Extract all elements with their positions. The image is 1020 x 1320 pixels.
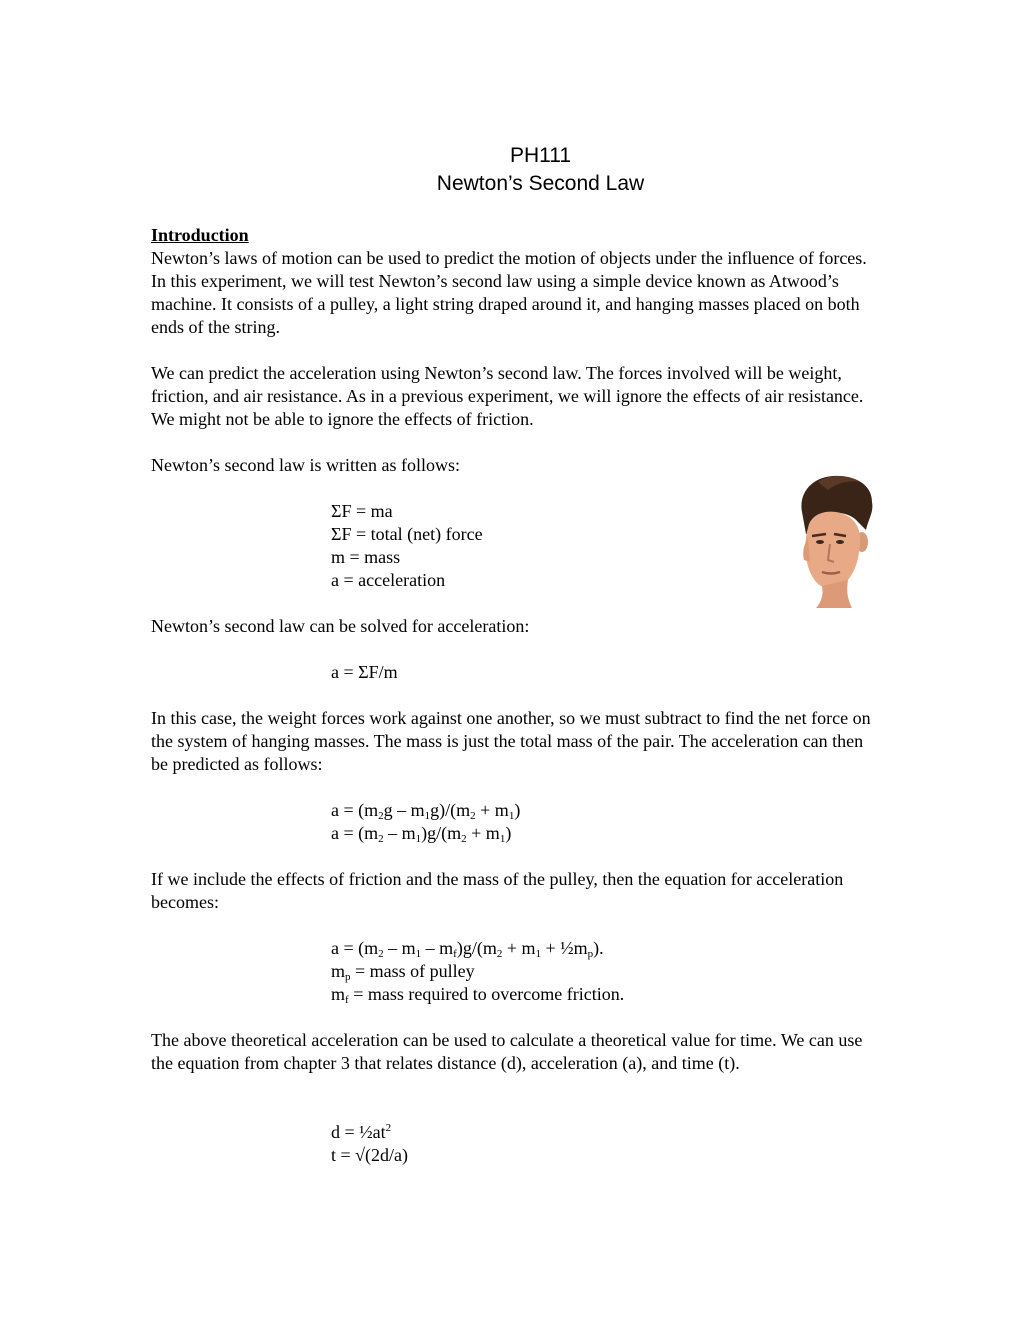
paragraph-law-intro: Newton’s second law is written as follows: bbox=[151, 455, 460, 475]
equation-time: t = √(2d/a) bbox=[331, 1145, 409, 1165]
equation-acceleration-1: $a = (m_2g - m_1g)/(m_2 + m_1)$ bbox=[331, 800, 521, 822]
equation-net-force-def: ΣF = total (net) force bbox=[331, 524, 483, 544]
paragraph-friction-intro: If we include the effects of friction and the mass of the pulley, then the equation for acceleration becomes: bbox=[151, 869, 844, 912]
document-subject: Newton’s Second Law bbox=[436, 172, 645, 195]
equation-pulley-mass-def: $m_p$ = mass of pulley bbox=[331, 961, 475, 983]
section-heading-introduction: Introduction bbox=[151, 225, 249, 245]
portrait-illustration-icon bbox=[788, 472, 880, 608]
paragraph-net-force: In this case, the weight forces work against one another, so we must subtract to find the net force on the system of hanging masses. The mass is just the total mass of the pair. The acceleration can then be predicted as follows: bbox=[151, 708, 871, 774]
equation-distance: $d = \frac{1}{2}at^2$ bbox=[331, 1122, 392, 1142]
equation-acceleration-def: a = acceleration bbox=[331, 570, 446, 590]
equation-a-sumf-m: a = ΣF/m bbox=[331, 662, 398, 682]
paragraph-forces: We can predict the acceleration using Newton’s second law. The forces involved will be weight, friction, and air resistance. As in a previous experiment, we will ignore the effects of air resistance. We might not be able to ignore the effects of friction. bbox=[151, 363, 864, 429]
paragraph-intro: Newton’s laws of motion can be used to predict the motion of objects under the influence of forces. In this experiment, we will test Newton’s second law using a simple device known as Atwood’s machine. It consists of a pulley, a light string draped around it, and hanging masses placed on both ends of the string. bbox=[151, 248, 867, 337]
paragraph-solve-intro: Newton’s second law can be solved for acceleration: bbox=[151, 616, 530, 636]
document-title bbox=[0, 142, 1020, 198]
equation-acceleration-friction: $a = (m_2 - m_1 - m_f)g/(m_2 + m_1$ + $\frac{1}{2}m_p$). bbox=[331, 938, 604, 960]
equation-mass-def: m = mass bbox=[331, 547, 401, 567]
equation-friction-mass-def: $m_f$ = mass required to overcome friction. bbox=[331, 984, 625, 1006]
equation-acceleration-2: $a = (m_2 - m_1)g/(m_2 + m_1)$ bbox=[331, 823, 512, 845]
paragraph-time-intro: The above theoretical acceleration can be used to calculate a theoretical value for time. We can use the equation from chapter 3 that relates distance (d), acceleration (a), and time (t). bbox=[151, 1030, 863, 1073]
course-code: PH111 bbox=[509, 144, 572, 167]
equation-f-ma: ΣF = ma bbox=[331, 501, 393, 521]
